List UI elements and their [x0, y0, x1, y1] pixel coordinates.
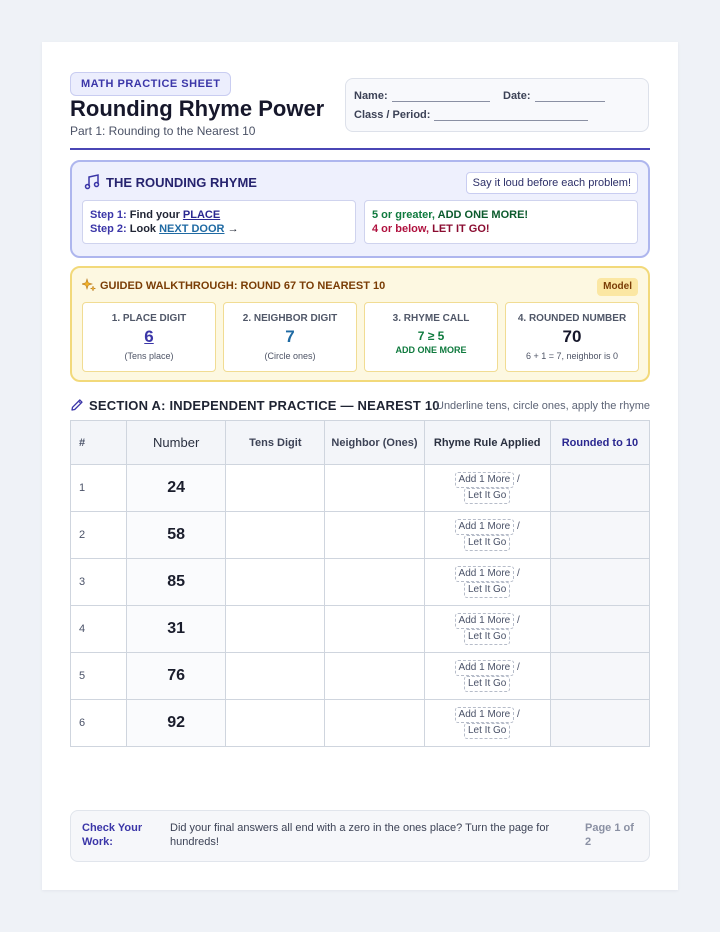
class-field[interactable]: [354, 109, 588, 121]
table-row: [71, 606, 650, 653]
step-1-line: [90, 209, 220, 221]
rounded-answer-cell[interactable]: [550, 559, 649, 606]
walkthrough-card-rounded-number: [505, 302, 639, 372]
rounded-answer-cell[interactable]: [550, 606, 649, 653]
let-it-go-option[interactable]: Let It Go: [464, 582, 510, 598]
card-value: 70: [562, 327, 582, 346]
col-header-rounded: Rounded to 10: [550, 421, 649, 465]
add-one-more-option[interactable]: Add 1 More: [455, 472, 515, 488]
section-a-heading: [70, 398, 440, 413]
date-line[interactable]: [535, 91, 605, 102]
let-it-go-option[interactable]: Let It Go: [464, 488, 510, 504]
row-number: 24: [127, 465, 226, 512]
rule-down-key: LET IT GO!: [432, 223, 490, 235]
rule-round-up: [372, 209, 528, 221]
rhyme-heading: [84, 174, 257, 190]
row-number: 76: [127, 653, 226, 700]
row-number: 92: [127, 700, 226, 747]
tens-digit-answer-cell[interactable]: [226, 512, 325, 559]
rounded-answer-cell[interactable]: [550, 512, 649, 559]
col-header-rhyme-rule: Rhyme Rule Applied: [424, 421, 550, 465]
step-2-key: NEXT DOOR: [159, 223, 225, 235]
rhyme-rule-cell: [424, 700, 550, 747]
add-one-more-option[interactable]: Add 1 More: [455, 566, 515, 582]
row-number: 58: [127, 512, 226, 559]
option-separator: /: [517, 709, 520, 720]
row-number: 85: [127, 559, 226, 606]
table-row: [71, 559, 650, 606]
option-separator: /: [517, 615, 520, 626]
row-index: 3: [71, 559, 127, 606]
header-divider: [70, 148, 650, 150]
let-it-go-option[interactable]: Let It Go: [464, 723, 510, 739]
step-1-text: Find your: [129, 209, 183, 221]
walkthrough-card-place-digit: [82, 302, 216, 372]
rhyme-rule-cell: [424, 559, 550, 606]
option-separator: /: [517, 474, 520, 485]
name-line[interactable]: [392, 91, 490, 102]
step-1-key: PLACE: [182, 209, 221, 221]
rule-round-down: [372, 223, 490, 235]
card-value: 6: [144, 327, 154, 346]
row-index: 5: [71, 653, 127, 700]
rounding-rhyme-box: [70, 160, 650, 258]
tens-digit-answer-cell[interactable]: [226, 606, 325, 653]
tens-digit-answer-cell[interactable]: [226, 653, 325, 700]
footer-label: Check Your Work:: [82, 822, 143, 848]
tens-digit-answer-cell[interactable]: [226, 700, 325, 747]
page-title: Rounding Rhyme Power: [70, 96, 325, 121]
guided-walkthrough-box: [70, 266, 650, 382]
card-label: 2. NEIGHBOR DIGIT: [242, 313, 338, 324]
walkthrough-card-neighbor-digit: [223, 302, 357, 372]
option-separator: /: [517, 662, 520, 673]
table-row: [71, 465, 650, 512]
option-separator: /: [517, 568, 520, 579]
sparkle-icon: [82, 278, 96, 292]
neighbor-answer-cell[interactable]: [325, 559, 424, 606]
rounded-answer-cell[interactable]: [550, 465, 649, 512]
card-value: 7 ≥ 5: [417, 329, 445, 343]
table-row: [71, 700, 650, 747]
walkthrough-card-rhyme-call: [364, 302, 498, 372]
page-subtitle: Part 1: Rounding to the Nearest 10: [70, 124, 256, 138]
rhyme-instruction-pill: Say it loud before each problem!: [466, 172, 638, 194]
arrow-right-icon: →: [227, 223, 239, 235]
practice-table: [70, 420, 650, 747]
step-2-label: Step 2:: [90, 223, 127, 235]
rounded-answer-cell[interactable]: [550, 700, 649, 747]
rhyme-rule-cell: [424, 653, 550, 700]
class-line[interactable]: [434, 110, 588, 121]
class-label: Class / Period:: [354, 109, 431, 121]
table-row: [71, 512, 650, 559]
add-one-more-option[interactable]: Add 1 More: [455, 519, 515, 535]
name-field[interactable]: [354, 90, 490, 102]
check-your-work-footer: [70, 810, 650, 862]
let-it-go-option[interactable]: Let It Go: [464, 629, 510, 645]
step-2-line: [90, 223, 239, 235]
rule-up-text: 5 or greater,: [372, 209, 438, 221]
name-label: Name:: [354, 90, 388, 102]
neighbor-answer-cell[interactable]: [325, 606, 424, 653]
step-1-label: Step 1:: [90, 209, 127, 221]
card-note: 6 + 1 = 7, neighbor is 0: [525, 351, 619, 361]
table-row: [71, 653, 650, 700]
col-header-neighbor: Neighbor (Ones): [325, 421, 424, 465]
pencil-icon: [70, 398, 84, 412]
rule-down-text: 4 or below,: [372, 223, 433, 235]
rhyme-rule-cell: [424, 465, 550, 512]
let-it-go-option[interactable]: Let It Go: [464, 535, 510, 551]
row-index: 2: [71, 512, 127, 559]
table-header-row: [71, 421, 650, 465]
col-header-index: #: [71, 421, 127, 465]
student-info-box: [345, 78, 649, 132]
rule-up-key: ADD ONE MORE!: [437, 209, 529, 221]
page-number: Page 1 of 2: [585, 822, 634, 848]
card-note: ADD ONE MORE: [395, 345, 467, 355]
add-one-more-option[interactable]: Add 1 More: [455, 613, 515, 629]
let-it-go-option[interactable]: Let It Go: [464, 676, 510, 692]
col-header-tens-digit: Tens Digit: [226, 421, 325, 465]
card-note: (Circle ones): [264, 351, 316, 361]
worksheet-page: [42, 42, 678, 890]
row-index: 4: [71, 606, 127, 653]
step-2-text: Look: [129, 223, 160, 235]
row-index: 6: [71, 700, 127, 747]
card-label: 4. ROUNDED NUMBER: [517, 313, 627, 324]
card-label: 3. RHYME CALL: [392, 313, 470, 324]
walkthrough-heading: [82, 278, 385, 292]
card-note: (Tens place): [124, 351, 174, 361]
walkthrough-title: GUIDED WALKTHROUGH: ROUND 67 TO NEAREST 10: [100, 280, 386, 292]
section-a-title: SECTION A: INDEPENDENT PRACTICE — NEAREST 10: [89, 398, 440, 413]
rhyme-title: THE ROUNDING RHYME: [106, 175, 257, 190]
date-field[interactable]: [503, 90, 605, 102]
tens-digit-answer-cell[interactable]: [226, 465, 325, 512]
add-one-more-option[interactable]: Add 1 More: [455, 660, 515, 676]
neighbor-answer-cell[interactable]: [325, 653, 424, 700]
section-a-instruction: Underline tens, circle ones, apply the rhyme: [436, 400, 650, 412]
table-body: [71, 465, 650, 747]
footer-text: Did your final answers all end with a zero in the ones place? Turn the page for hundreds!: [170, 822, 550, 848]
row-index: 1: [71, 465, 127, 512]
rounded-answer-cell[interactable]: [550, 653, 649, 700]
card-value: 7: [285, 327, 295, 346]
rhyme-steps-card: [82, 200, 356, 244]
rhyme-rule-cell: [424, 512, 550, 559]
row-number: 31: [127, 606, 226, 653]
sheet-tag: MATH PRACTICE SHEET: [70, 72, 231, 96]
neighbor-answer-cell[interactable]: [325, 465, 424, 512]
option-separator: /: [517, 521, 520, 532]
col-header-number: Number: [127, 421, 226, 465]
neighbor-answer-cell[interactable]: [325, 700, 424, 747]
music-note-icon: [84, 174, 100, 190]
tens-digit-answer-cell[interactable]: [226, 559, 325, 606]
neighbor-answer-cell[interactable]: [325, 512, 424, 559]
rhyme-rules-card: [364, 200, 638, 244]
add-one-more-option[interactable]: Add 1 More: [455, 707, 515, 723]
card-label: 1. PLACE DIGIT: [111, 313, 187, 324]
rhyme-rule-cell: [424, 606, 550, 653]
model-badge: Model: [597, 278, 638, 296]
date-label: Date:: [503, 90, 531, 102]
